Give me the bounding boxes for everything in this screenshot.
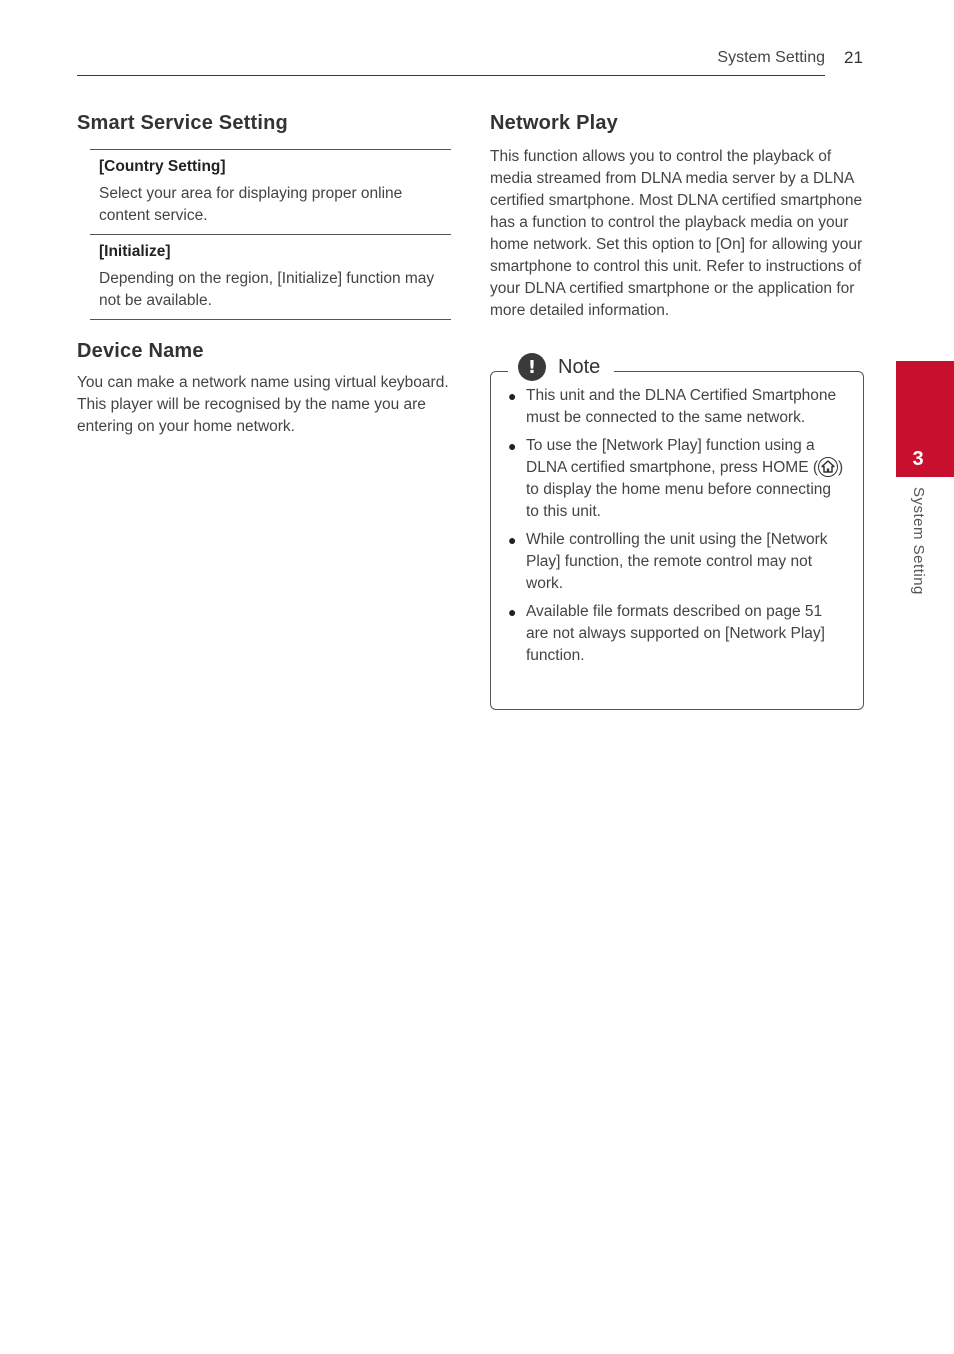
list-item: [506, 529, 846, 595]
exclamation-icon: !: [518, 353, 546, 381]
network-play-body: This function allows you to control the playback of media streamed from DLNA media server by a DLNA certified smartphone. Most DLNA certified smartphone has a function to control the playback media on your home network. Set this option to [On] for allowing your smartphone to control this unit. Refer to instructions of your DLNA certified smartphone or the application for more detailed information.: [490, 148, 863, 319]
note-text: While controlling the unit using the [Network Play] function, the remote control may not work.: [526, 531, 828, 592]
left-column: [77, 112, 451, 438]
header-section-title: System Setting: [717, 49, 825, 66]
note-label: Note: [558, 355, 601, 378]
setting-name: [Country Setting]: [99, 158, 226, 175]
device-name-section: [77, 340, 451, 438]
note-header: [508, 353, 614, 381]
setting-description: Select your area for displaying proper online content service.: [99, 185, 403, 224]
setting-name: [Initialize]: [99, 243, 171, 260]
list-item: [506, 385, 846, 429]
note-text: To use the [Network Play] function using a DLNA certified smartphone, press HOME (: [526, 437, 819, 476]
setting-row-initialize: [90, 234, 451, 320]
smart-service-table: [90, 149, 451, 320]
smart-service-heading: Smart Service Setting: [77, 112, 288, 134]
home-icon: [818, 457, 838, 477]
chapter-tab: [896, 361, 954, 477]
right-column: [490, 112, 864, 322]
network-play-heading: Network Play: [490, 112, 619, 134]
setting-description: Depending on the region, [Initialize] function may not be available.: [99, 270, 435, 309]
device-name-heading: Device Name: [77, 340, 204, 362]
list-item: [506, 601, 846, 667]
bullet-icon: ●: [508, 532, 517, 548]
setting-row-country: [90, 149, 451, 234]
bullet-icon: ●: [508, 388, 517, 404]
page-number: 21: [844, 48, 863, 67]
bullet-icon: ●: [508, 604, 517, 620]
header-rule: [77, 75, 825, 76]
note-text: Available file formats described on page 51 are not always supported on [Network Play] function.: [526, 603, 825, 664]
note-list: [506, 385, 846, 673]
bullet-icon: ●: [508, 438, 517, 454]
note-text-continued: ) to display the home menu before connecting to this unit.: [526, 459, 844, 520]
device-name-body: You can make a network name using virtual keyboard. This player will be recognised by the name you are entering on your home network.: [77, 374, 449, 435]
note-text: This unit and the DLNA Certified Smartphone must be connected to the same network.: [526, 387, 837, 426]
list-item: [506, 435, 846, 523]
chapter-number: 3: [912, 448, 924, 470]
chapter-label: System Setting: [910, 487, 927, 595]
